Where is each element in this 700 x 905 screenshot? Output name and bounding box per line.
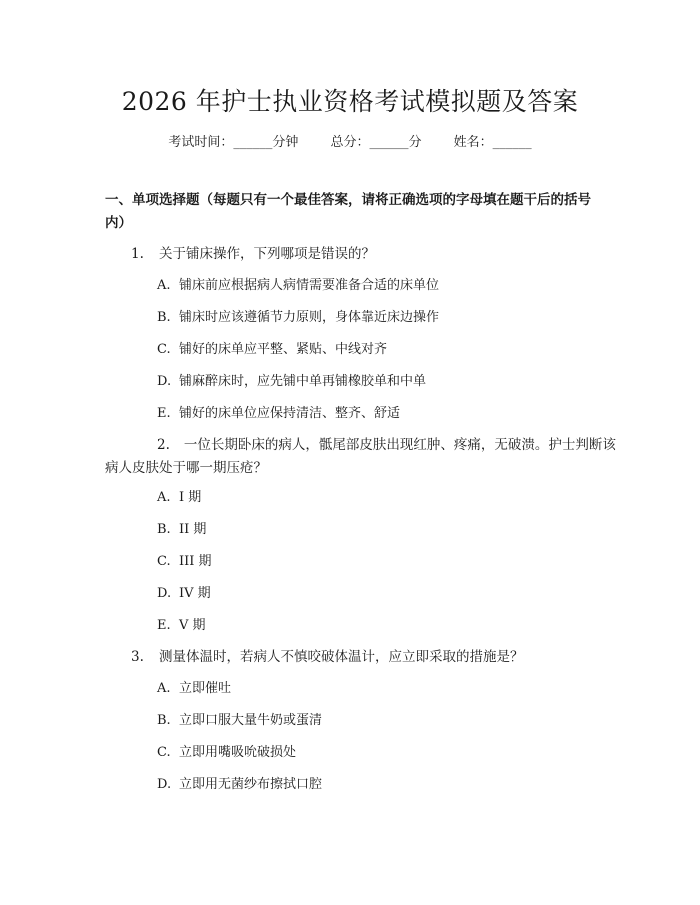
option-letter: D. (157, 777, 172, 792)
option-text: 铺麻醉床时，应先铺中单再铺橡胶单和中单 (179, 374, 427, 389)
option-text: 铺床时应该遵循节力原则，身体靠近床边操作 (179, 310, 440, 325)
question-stem: 测量体温时，若病人不慎咬破体温计，应立即采取的措施是？ (159, 649, 524, 665)
question-1 (105, 243, 625, 266)
question-2 (105, 434, 625, 480)
option-2c (157, 552, 212, 572)
option-letter: D. (157, 374, 172, 389)
option-text: II 期 (179, 522, 207, 537)
section-heading: 一、单项选择题（每题只有一个最佳答案，请将正确选项的字母填在题干后的括号内） (105, 192, 591, 231)
option-text: 铺好的床单位应保持清洁、整齐、舒适 (179, 406, 401, 421)
option-1e (157, 404, 400, 424)
option-text: 铺床前应根据病人病情需要准备合适的床单位 (179, 278, 440, 293)
question-stem: 关于铺床操作，下列哪项是错误的？ (159, 246, 375, 262)
option-letter: B. (157, 713, 171, 728)
option-letter: E. (157, 618, 171, 633)
question-number: 1. (131, 246, 144, 262)
option-letter: B. (157, 310, 171, 325)
question-3 (105, 646, 625, 669)
option-3d (157, 775, 322, 795)
option-1a (157, 276, 439, 296)
option-1d (157, 372, 426, 392)
option-text: 铺好的床单应平整、紧贴、中线对齐 (179, 342, 388, 357)
option-letter: E. (157, 406, 171, 421)
question-stem: 一位长期卧床的病人，骶尾部皮肤出现红肿、疼痛，无破溃。护士判断该病人皮肤处于哪一期压疮？ (105, 437, 616, 476)
option-letter: A. (157, 681, 171, 696)
option-text: 立即用无菌纱布擦拭口腔 (179, 777, 323, 792)
option-1b (157, 308, 439, 328)
exam-time-field: 考试时间：______分钟 (168, 135, 299, 150)
option-letter: B. (157, 522, 171, 537)
option-letter: C. (157, 554, 171, 569)
option-letter: C. (157, 342, 171, 357)
option-text: I 期 (179, 490, 202, 505)
option-letter: C. (157, 745, 171, 760)
name-field: 姓名：______ (453, 135, 532, 150)
option-2e (157, 616, 206, 636)
option-1c (157, 340, 387, 360)
option-text: 立即用嘴吸吮破损处 (179, 745, 297, 760)
option-3c (157, 743, 296, 763)
option-text: III 期 (179, 554, 212, 569)
option-letter: D. (157, 586, 172, 601)
option-3a (157, 679, 231, 699)
option-text: 立即口服大量牛奶或蛋清 (179, 713, 323, 728)
option-letter: A. (157, 490, 171, 505)
option-2d (157, 584, 211, 604)
question-number: 2. (157, 437, 170, 453)
exam-info-line (0, 131, 700, 150)
option-text: V 期 (179, 618, 206, 633)
total-score-field: 总分：______分 (330, 135, 422, 150)
option-letter: A. (157, 278, 171, 293)
option-2a (157, 488, 201, 508)
option-2b (157, 520, 206, 540)
option-3b (157, 711, 322, 731)
option-text: 立即催吐 (179, 681, 232, 696)
option-text: IV 期 (179, 586, 211, 601)
question-number: 3. (131, 649, 144, 665)
page-title: 2026 年护士执业资格考试模拟题及答案 (121, 87, 579, 116)
